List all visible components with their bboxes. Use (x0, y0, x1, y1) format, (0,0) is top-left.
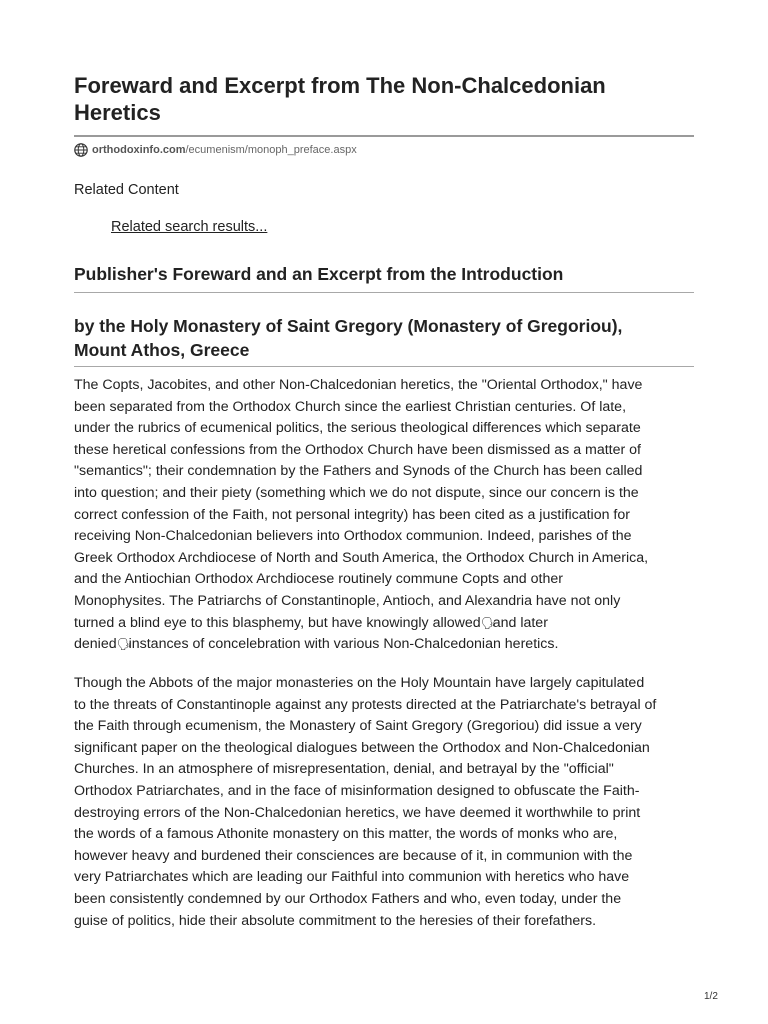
section-heading-author (74, 314, 694, 362)
paragraph-line: The Copts, Jacobites, and other Non-Chalcedonian heretics, the "Oriental Orthodox," have (74, 377, 643, 393)
paragraph-line: Churches. In an atmosphere of misrepresentation, denial, and betrayal by the "official" (74, 761, 614, 778)
paragraph-line: however heavy and burdened their consciences are because of it, in communion with the (74, 847, 633, 864)
paragraph-line: been separated from the Orthodox Church since the earliest Christian centuries. Of late, (74, 398, 627, 415)
paragraph-line: Though the Abbots of the major monasteries on the Holy Mountain have largely capitulated (74, 675, 645, 691)
section-heading-foreward: Publisher's Foreward and an Excerpt from the Introduction (74, 264, 564, 284)
paragraph-line: the words of a famous Athonite monastery on this matter, the words of monks who are, (74, 826, 618, 843)
paragraph-line: Monophysites. The Patriarchs of Constantinople, Antioch, and Alexandria have not only (74, 592, 621, 609)
paragraph-text: turned a blind eye to this blasphemy, but have knowingly allowed (74, 614, 481, 631)
paragraph-line: to the threats of Constantinople against any protests directed at the Patriarchate's betrayal of (74, 696, 657, 713)
paragraph-line (74, 634, 696, 656)
paragraph-1 (74, 375, 696, 656)
paragraph-line: and the Antiochian Orthodox Archdiocese routinely commune Copts and other (74, 571, 563, 588)
author-heading-line-2: Mount Athos, Greece (74, 340, 250, 360)
paragraph-line: these heretical confessions from the Orthodox Church have been dismissed as a matter of (74, 441, 642, 458)
paragraph-line: destroying errors of the Non-Chalcedonian heretics, we have deemed it worthwhile to print (74, 804, 641, 821)
paragraph-line: Greek Orthodox Archdiocese of North and South America, the Orthodox Church in America, (74, 549, 649, 566)
paragraph-line: "semantics"; their condemnation by the Fathers and Synods of the Church has been called (74, 463, 643, 480)
paragraph-text: denied (74, 636, 117, 653)
globe-icon (74, 143, 88, 157)
source-path: /ecumenism/monoph_preface.aspx (185, 144, 357, 156)
related-search-link[interactable]: Related search results... (111, 219, 268, 235)
section-divider (74, 366, 694, 367)
paragraph-line: Orthodox Patriarchates, and in the face of misinformation designed to obfuscate the Faith- (74, 782, 640, 799)
paragraph-line: correct confession of the Faith, not personal integrity) has been cited as a justification for (74, 506, 630, 523)
paragraph-line: guise of politics, hide their absolute commitment to the heresies of their forefathers. (74, 912, 597, 929)
paragraph-line: the Faith through ecumenism, the Monastery of Saint Gregory (Gregoriou) did issue a very (74, 718, 642, 735)
paragraph-line: very Patriarchates which are leading our Faithful into communion with heretics who have (74, 869, 630, 886)
author-heading-line-1: by the Holy Monastery of Saint Gregory (Monastery of Gregoriou), (74, 316, 623, 336)
paragraph-2 (74, 673, 696, 932)
paragraph-line: under the rubrics of ecumenical politics, the serious theological differences which separate (74, 420, 641, 437)
paragraph-text: and later (492, 614, 548, 631)
paragraph-line (74, 613, 696, 635)
speaking-head-icon: 🗣 (480, 615, 496, 630)
page-number: 1/2 (704, 991, 718, 1002)
source-domain: orthodoxinfo.com (92, 144, 186, 156)
paragraph-text: instances of concelebration with various Non-Chalcedonian heretics. (128, 636, 559, 653)
related-content-heading: Related Content (74, 182, 179, 198)
section-divider (74, 292, 694, 293)
paragraph-line: been consistently condemned by our Orthodox Fathers and who, even today, under the (74, 890, 622, 907)
paragraph-line: significant paper on the theological dialogues between the Orthodox and Non-Chalcedonian (74, 739, 650, 756)
page-title (74, 72, 694, 126)
paragraph-line: into question; and their piety (something which we do not dispute, since our concern is the (74, 484, 639, 501)
title-divider (74, 135, 694, 137)
page-title-line-2: Heretics (74, 100, 161, 125)
paragraph-line: receiving Non-Chalcedonian believers into Orthodox communion. Indeed, parishes of the (74, 528, 632, 545)
source-url[interactable] (74, 142, 694, 158)
speaking-head-icon: 🗣 (116, 637, 132, 652)
page-title-line-1: Foreward and Excerpt from The Non-Chalcedonian (74, 73, 606, 98)
